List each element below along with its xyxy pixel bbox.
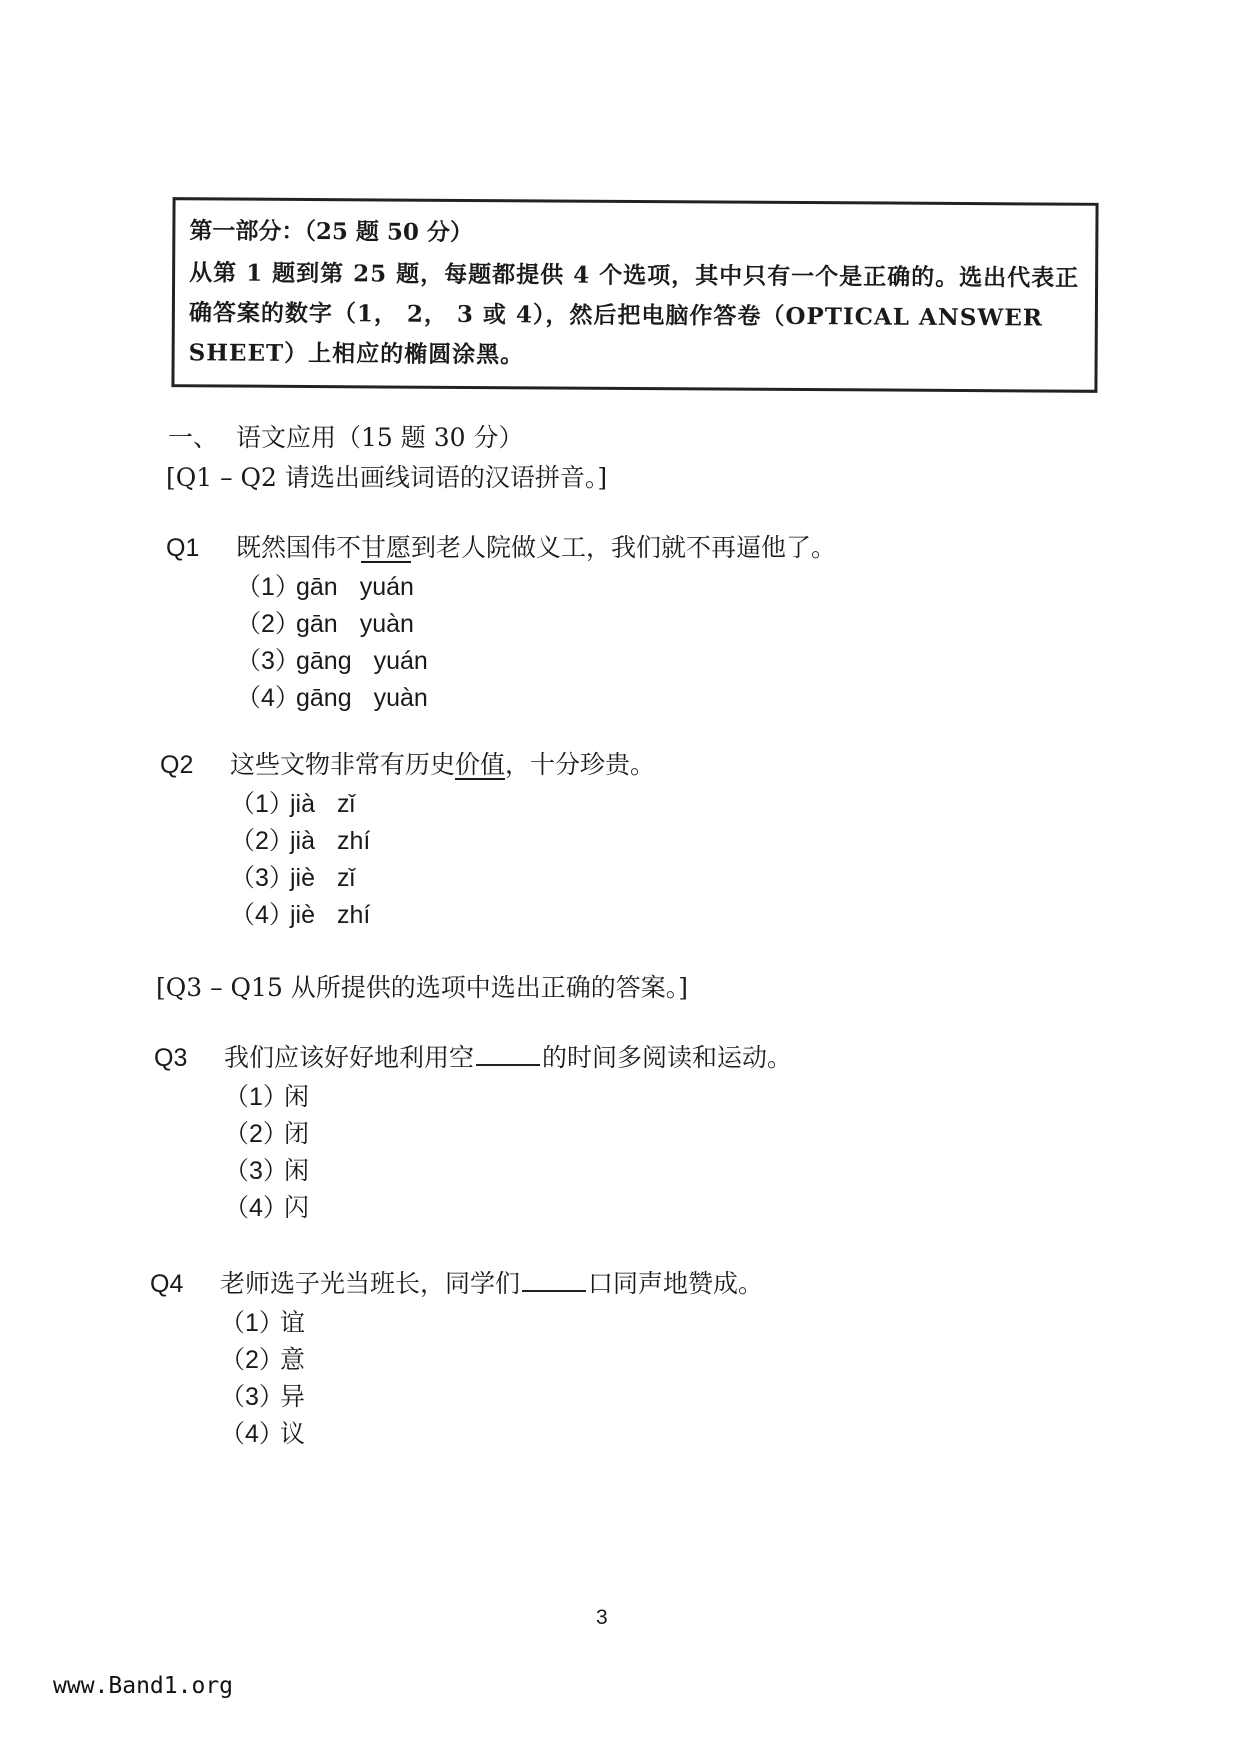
option-3: [220, 1378, 763, 1415]
option-2: [236, 605, 836, 642]
option-4: [230, 896, 655, 933]
option-pinyin-1: gāng: [296, 647, 352, 675]
option-pinyin-1: jiè: [290, 901, 316, 929]
section-number: 一、: [168, 423, 219, 452]
instructions-heading: 第一部分：（25 题 50 分）: [189, 217, 474, 247]
option-text: 闲: [284, 1082, 310, 1111]
option-pinyin-1: jià: [290, 790, 316, 818]
question-text-before: 既然国伟不: [236, 533, 362, 562]
option-text: 意: [280, 1345, 306, 1374]
option-4: [224, 1189, 792, 1226]
option-pinyin-2: zǐ: [337, 864, 356, 892]
option-mark: （4）: [230, 901, 294, 929]
question-q4: [150, 1264, 763, 1452]
option-3: [224, 1152, 792, 1189]
answer-blank: [476, 1046, 540, 1066]
option-3: [236, 642, 836, 679]
watermark-url: www.Band1.org: [53, 1673, 234, 1699]
option-1: [236, 568, 836, 605]
option-text: 闪: [284, 1193, 310, 1222]
question-q1: [166, 528, 836, 716]
option-mark: （1）: [236, 573, 300, 601]
option-pinyin-1: gān: [296, 610, 338, 638]
option-pinyin-2: yuàn: [359, 610, 414, 638]
option-mark: （2）: [224, 1120, 288, 1148]
option-mark: （1）: [230, 790, 294, 818]
question-text-before: 这些文物非常有历史: [230, 750, 456, 779]
option-list: [220, 1304, 763, 1452]
question-number: Q1: [166, 534, 200, 562]
option-pinyin-2: yuàn: [373, 684, 428, 712]
option-1: [220, 1304, 763, 1341]
instructions-box: [171, 197, 1098, 393]
option-mark: （3）: [230, 864, 294, 892]
option-1: [230, 785, 655, 822]
option-text: 谊: [280, 1308, 306, 1337]
option-2: [230, 822, 655, 859]
option-mark: （3）: [236, 647, 300, 675]
note-q3-q15: [Q3 – Q15 从所提供的选项中选出正确的答案。]: [156, 973, 689, 1002]
option-pinyin-2: zhí: [337, 827, 371, 855]
option-pinyin-2: zhí: [337, 901, 371, 929]
option-mark: （3）: [220, 1383, 284, 1411]
option-mark: （1）: [224, 1083, 288, 1111]
question-q3: [154, 1038, 792, 1226]
question-text-after: ，十分珍贵。: [505, 750, 656, 779]
question-q2: [160, 745, 655, 933]
option-list: [230, 785, 655, 933]
option-pinyin-2: yuán: [359, 573, 414, 601]
option-1: [224, 1078, 792, 1115]
option-mark: （2）: [220, 1346, 284, 1374]
option-mark: （4）: [236, 684, 300, 712]
instructions-body: 从第 1 题到第 25 题，每题都提供 4 个选项，其中只有一个是正确的。选出代表正确答案的数字（1， 2， 3 或 4），然后把电脑作答卷（OPTICAL ANSWER SHEET）上相应的椭圆涂黑。: [188, 259, 1080, 369]
question-underlined-word: 甘愿: [361, 533, 412, 562]
option-pinyin-2: zǐ: [337, 790, 356, 818]
option-2: [224, 1115, 792, 1152]
section-title: [168, 418, 523, 454]
option-3: [230, 859, 655, 896]
option-4: [236, 679, 836, 716]
option-text: 议: [280, 1419, 306, 1448]
option-pinyin-1: gāng: [296, 684, 352, 712]
option-mark: （2）: [236, 610, 300, 638]
option-pinyin-1: jià: [290, 827, 316, 855]
option-2: [220, 1341, 763, 1378]
question-underlined-word: 价值: [455, 750, 506, 779]
option-text: 闲: [284, 1156, 310, 1185]
option-4: [220, 1415, 763, 1452]
option-list: [224, 1078, 792, 1226]
option-pinyin-1: gān: [296, 573, 338, 601]
option-pinyin-1: jiè: [290, 864, 316, 892]
question-text-before: 老师选子光当班长，同学们: [220, 1269, 521, 1298]
question-text-before: 我们应该好好地利用空: [224, 1043, 475, 1072]
option-text: 异: [280, 1382, 306, 1411]
answer-blank: [522, 1272, 586, 1292]
option-mark: （4）: [224, 1194, 288, 1222]
option-mark: （2）: [230, 827, 294, 855]
page-number: 3: [596, 1606, 608, 1629]
option-text: 闭: [284, 1119, 310, 1148]
note-q1-q2: [Q1 – Q2 请选出画线词语的汉语拼音。]: [166, 463, 608, 492]
question-text-after: 的时间多阅读和运动。: [542, 1043, 793, 1072]
question-text-after: 口同声地赞成。: [588, 1269, 764, 1298]
option-pinyin-2: yuán: [373, 647, 428, 675]
option-list: [236, 568, 836, 716]
option-mark: （4）: [220, 1420, 284, 1448]
question-text-after: 到老人院做义工，我们就不再逼他了。: [411, 533, 837, 562]
option-mark: （1）: [220, 1309, 284, 1337]
option-mark: （3）: [224, 1157, 288, 1185]
question-number: Q3: [154, 1044, 188, 1072]
question-number: Q4: [150, 1270, 184, 1298]
question-number: Q2: [160, 751, 194, 779]
section-title-text: 语文应用（15 题 30 分）: [236, 423, 524, 452]
